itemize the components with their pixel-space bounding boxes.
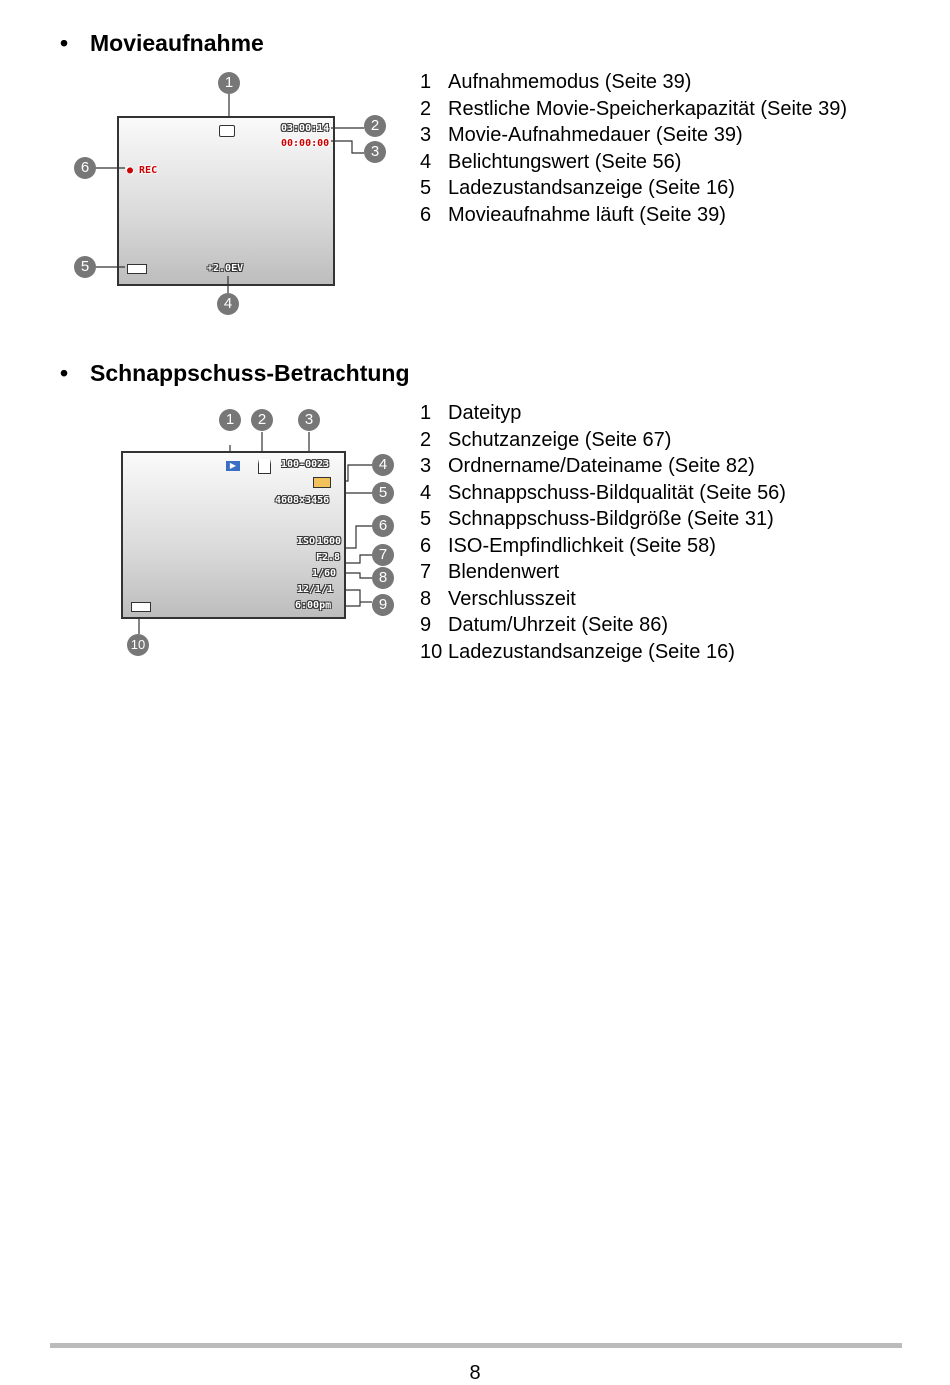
list-item: 6 ISO-Empfindlichkeit (Seite 58) <box>420 534 716 557</box>
callout-badge-3: 3 <box>298 409 320 431</box>
time: 6:00pm <box>295 600 332 611</box>
callout-badge-6: 6 <box>372 515 394 537</box>
legend-list-movie <box>420 69 847 228</box>
callout-badge-4: 4 <box>372 454 394 476</box>
list-item: 4 Belichtungswert (Seite 56) <box>420 150 682 173</box>
list-item: 10 Ladezustandsanzeige (Seite 16) <box>420 640 735 663</box>
list-item: 1 Dateityp <box>420 402 522 424</box>
callout-badge-6: 6 <box>74 157 96 179</box>
list-item: 4 Schnappschuss-Bildqualität (Seite 56) <box>420 481 786 504</box>
bullet: • <box>60 30 69 56</box>
footer-divider <box>50 1343 902 1348</box>
playback-screen <box>121 451 346 619</box>
list-item: 1 Aufnahmemodus (Seite 39) <box>420 71 692 93</box>
remaining-capacity: 03:00:14 <box>281 123 330 134</box>
folder-file-name: 100-0023 <box>281 459 330 470</box>
list-item: 2 Schutzanzeige (Seite 67) <box>420 428 672 451</box>
quality-icon <box>313 477 331 488</box>
callout-badge-5: 5 <box>74 256 96 278</box>
callout-badge-8: 8 <box>372 567 394 589</box>
callout-badge-7: 7 <box>372 544 394 566</box>
lock-icon <box>258 459 271 474</box>
callout-badge-3: 3 <box>364 141 386 163</box>
exposure-value: +2.0EV <box>207 263 244 274</box>
section-title: Movieaufnahme <box>90 30 264 56</box>
legend-list-playback <box>420 400 786 665</box>
callout-badge-2: 2 <box>364 115 386 137</box>
callout-badge-1: 1 <box>219 409 241 431</box>
aperture-value: F2.8 <box>316 552 341 563</box>
image-size: 4608×3456 <box>275 495 330 506</box>
file-type-icon: ▶ <box>226 461 240 471</box>
list-item: 3 Ordnername/Dateiname (Seite 82) <box>420 455 755 477</box>
list-item: 7 Blendenwert <box>420 561 560 583</box>
section-title: Schnappschuss-Betrachtung <box>90 360 410 386</box>
iso-label: ISO <box>297 536 316 547</box>
rec-indicator: ● REC <box>127 165 158 176</box>
battery-icon <box>131 602 151 612</box>
date: 12/1/1 <box>297 584 334 595</box>
callout-badge-9: 9 <box>372 594 394 616</box>
section-heading-playback <box>60 360 410 387</box>
callout-badge-2: 2 <box>251 409 273 431</box>
list-item: 8 Verschlusszeit <box>420 587 576 610</box>
iso-value: 1600 <box>317 536 342 547</box>
list-item: 9 Datum/Uhrzeit (Seite 86) <box>420 614 669 636</box>
callout-badge-10: 10 <box>127 634 149 656</box>
callout-badge-1: 1 <box>218 72 240 94</box>
list-item: 5 Schnappschuss-Bildgröße (Seite 31) <box>420 508 774 530</box>
page-number: 8 <box>469 1362 481 1384</box>
recording-time: 00:00:00 <box>281 138 330 149</box>
list-item: 5 Ladezustandsanzeige (Seite 16) <box>420 177 735 199</box>
callout-badge-5: 5 <box>372 482 394 504</box>
list-item: 3 Movie-Aufnahmedauer (Seite 39) <box>420 124 743 146</box>
shutter-speed: 1/60 <box>312 568 337 579</box>
list-item: 2 Restliche Movie-Speicherkapazität (Seite 39) <box>420 97 848 120</box>
list-item: 6 Movieaufnahme läuft (Seite 39) <box>420 203 726 226</box>
bullet: • <box>60 360 69 386</box>
callout-badge-4: 4 <box>217 293 239 315</box>
